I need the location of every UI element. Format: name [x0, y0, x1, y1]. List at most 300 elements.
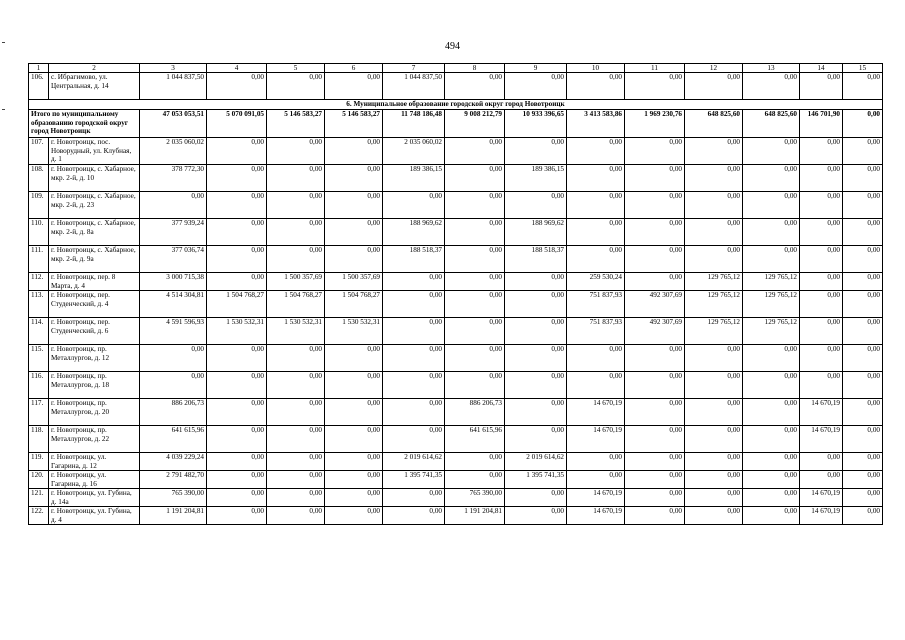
- value-cell: 1 504 768,27: [267, 291, 325, 318]
- value-cell: 0,00: [685, 489, 743, 507]
- value-cell: 129 765,12: [743, 318, 800, 345]
- value-cell: 0,00: [567, 471, 625, 489]
- value-cell: 492 307,69: [625, 318, 685, 345]
- value-cell: 0,00: [843, 219, 883, 246]
- row-number: 114.: [29, 318, 49, 345]
- value-cell: 0,00: [267, 426, 325, 453]
- value-cell: 377 939,24: [140, 219, 207, 246]
- value-cell: 1 530 532,31: [267, 318, 325, 345]
- value-cell: 0,00: [800, 345, 843, 372]
- value-cell: 0,00: [743, 489, 800, 507]
- value-cell: 14 670,19: [567, 507, 625, 525]
- value-cell: 0,00: [505, 489, 567, 507]
- total-row: [29, 110, 883, 138]
- value-cell: 0,00: [267, 399, 325, 426]
- column-number: 15: [843, 64, 883, 73]
- value-cell: 0,00: [445, 273, 505, 291]
- total-value: 648 825,60: [743, 110, 800, 138]
- value-cell: 129 765,12: [685, 273, 743, 291]
- value-cell: 0,00: [685, 73, 743, 100]
- column-number: 7: [383, 64, 445, 73]
- address-cell: г. Новотроицк, ул. Гагарина, д. 12: [49, 453, 140, 471]
- value-cell: 4 591 596,93: [140, 318, 207, 345]
- value-cell: 0,00: [140, 192, 207, 219]
- total-value: 146 701,90: [800, 110, 843, 138]
- column-number: 9: [505, 64, 567, 73]
- value-cell: 1 191 204,81: [445, 507, 505, 525]
- value-cell: 0,00: [505, 345, 567, 372]
- address-cell: г. Новотроицк, с. Хабарное, мкр. 2-й, д. 10: [49, 165, 140, 192]
- value-cell: 886 206,73: [445, 399, 505, 426]
- value-cell: 0,00: [445, 73, 505, 100]
- address-cell: г. Новотроицк, пр. Металлургов, д. 22: [49, 426, 140, 453]
- value-cell: 0,00: [625, 453, 685, 471]
- table-row: [29, 291, 883, 318]
- total-value: 9 008 212,79: [445, 110, 505, 138]
- value-cell: 0,00: [383, 489, 445, 507]
- table-row: [29, 399, 883, 426]
- value-cell: 0,00: [207, 192, 267, 219]
- value-cell: 14 670,19: [567, 489, 625, 507]
- value-cell: 377 036,74: [140, 246, 207, 273]
- value-cell: 0,00: [843, 453, 883, 471]
- value-cell: 0,00: [743, 426, 800, 453]
- value-cell: 0,00: [445, 345, 505, 372]
- value-cell: 0,00: [445, 165, 505, 192]
- value-cell: 751 837,93: [567, 291, 625, 318]
- value-cell: 14 670,19: [800, 426, 843, 453]
- value-cell: 0,00: [685, 345, 743, 372]
- value-cell: 0,00: [843, 426, 883, 453]
- value-cell: 0,00: [843, 273, 883, 291]
- value-cell: 0,00: [843, 291, 883, 318]
- value-cell: 189 386,15: [505, 165, 567, 192]
- value-cell: 0,00: [843, 372, 883, 399]
- value-cell: 0,00: [685, 453, 743, 471]
- value-cell: 0,00: [383, 507, 445, 525]
- table-row: [29, 489, 883, 507]
- column-number: 10: [567, 64, 625, 73]
- table-row: [29, 507, 883, 525]
- value-cell: 129 765,12: [743, 273, 800, 291]
- column-number: 11: [625, 64, 685, 73]
- value-cell: 0,00: [685, 399, 743, 426]
- value-cell: 0,00: [800, 318, 843, 345]
- value-cell: 0,00: [743, 192, 800, 219]
- row-number: 112.: [29, 273, 49, 291]
- value-cell: 0,00: [207, 165, 267, 192]
- data-table: [28, 63, 883, 525]
- value-cell: 0,00: [843, 138, 883, 165]
- value-cell: 0,00: [743, 73, 800, 100]
- value-cell: 0,00: [743, 345, 800, 372]
- value-cell: 0,00: [843, 507, 883, 525]
- value-cell: 0,00: [567, 246, 625, 273]
- value-cell: 0,00: [140, 372, 207, 399]
- value-cell: 0,00: [207, 507, 267, 525]
- table-row: [29, 372, 883, 399]
- value-cell: 0,00: [505, 426, 567, 453]
- value-cell: 0,00: [267, 345, 325, 372]
- value-cell: 0,00: [625, 246, 685, 273]
- value-cell: 0,00: [267, 453, 325, 471]
- value-cell: 0,00: [325, 372, 383, 399]
- address-cell: г. Новотроицк, пос. Новорудный, ул. Клубная, д. 1: [49, 138, 140, 165]
- value-cell: 1 504 768,27: [207, 291, 267, 318]
- value-cell: 0,00: [267, 246, 325, 273]
- value-cell: 0,00: [567, 453, 625, 471]
- value-cell: 188 518,37: [505, 246, 567, 273]
- value-cell: 0,00: [685, 507, 743, 525]
- value-cell: 188 969,62: [505, 219, 567, 246]
- column-number: 12: [685, 64, 743, 73]
- table-row: [29, 318, 883, 345]
- column-number: 3: [140, 64, 207, 73]
- row-number: 115.: [29, 345, 49, 372]
- value-cell: 0,00: [140, 345, 207, 372]
- value-cell: 0,00: [325, 399, 383, 426]
- address-cell: г. Новотроицк, пр. Металлургов, д. 20: [49, 399, 140, 426]
- value-cell: 0,00: [800, 219, 843, 246]
- value-cell: 0,00: [207, 426, 267, 453]
- value-cell: 189 386,15: [383, 165, 445, 192]
- value-cell: 1 044 837,50: [383, 73, 445, 100]
- value-cell: 0,00: [743, 138, 800, 165]
- column-number: 13: [743, 64, 800, 73]
- value-cell: 0,00: [445, 291, 505, 318]
- margin-mark: [2, 109, 5, 110]
- row-number: 120.: [29, 471, 49, 489]
- value-cell: 0,00: [505, 507, 567, 525]
- value-cell: 3 000 715,38: [140, 273, 207, 291]
- value-cell: 0,00: [505, 273, 567, 291]
- value-cell: 0,00: [325, 453, 383, 471]
- column-number: 5: [267, 64, 325, 73]
- value-cell: 1 191 204,81: [140, 507, 207, 525]
- value-cell: 886 206,73: [140, 399, 207, 426]
- column-number: 1: [29, 64, 49, 73]
- section-title: 6. Муниципальное образование городской округ город Новотроицк: [29, 100, 883, 110]
- value-cell: 0,00: [505, 192, 567, 219]
- value-cell: 378 772,30: [140, 165, 207, 192]
- value-cell: 0,00: [567, 138, 625, 165]
- value-cell: 0,00: [325, 165, 383, 192]
- address-cell: г. Новотроицк, пер. Студенческий, д. 6: [49, 318, 140, 345]
- value-cell: 0,00: [567, 219, 625, 246]
- address-cell: г. Новотроицк, с. Хабарное, мкр. 2-й, д. 9а: [49, 246, 140, 273]
- total-value: 0,00: [843, 110, 883, 138]
- address-cell: г. Новотроицк, ул. Губина, д. 4: [49, 507, 140, 525]
- value-cell: 0,00: [743, 399, 800, 426]
- value-cell: 492 307,69: [625, 291, 685, 318]
- table-row: [29, 219, 883, 246]
- column-number-row: [29, 64, 883, 73]
- table-row: [29, 273, 883, 291]
- value-cell: 0,00: [843, 399, 883, 426]
- column-number: 2: [49, 64, 140, 73]
- value-cell: 0,00: [325, 246, 383, 273]
- value-cell: 0,00: [685, 219, 743, 246]
- row-number: 119.: [29, 453, 49, 471]
- value-cell: 0,00: [445, 453, 505, 471]
- value-cell: 0,00: [445, 471, 505, 489]
- value-cell: 0,00: [567, 192, 625, 219]
- value-cell: 0,00: [267, 471, 325, 489]
- value-cell: 0,00: [325, 345, 383, 372]
- value-cell: 751 837,93: [567, 318, 625, 345]
- value-cell: 0,00: [625, 165, 685, 192]
- value-cell: 2 035 060,02: [140, 138, 207, 165]
- value-cell: 765 390,00: [445, 489, 505, 507]
- value-cell: 0,00: [843, 489, 883, 507]
- row-number: 121.: [29, 489, 49, 507]
- value-cell: 0,00: [843, 165, 883, 192]
- value-cell: 129 765,12: [743, 291, 800, 318]
- value-cell: 0,00: [625, 372, 685, 399]
- value-cell: 0,00: [625, 192, 685, 219]
- value-cell: 1 504 768,27: [325, 291, 383, 318]
- value-cell: 0,00: [325, 507, 383, 525]
- value-cell: 0,00: [325, 489, 383, 507]
- value-cell: 0,00: [325, 138, 383, 165]
- value-cell: 0,00: [625, 399, 685, 426]
- value-cell: 14 670,19: [800, 489, 843, 507]
- value-cell: 0,00: [267, 372, 325, 399]
- value-cell: 0,00: [800, 273, 843, 291]
- value-cell: 0,00: [567, 165, 625, 192]
- value-cell: 0,00: [445, 372, 505, 399]
- value-cell: 0,00: [267, 73, 325, 100]
- value-cell: 0,00: [207, 471, 267, 489]
- value-cell: 0,00: [743, 372, 800, 399]
- value-cell: 0,00: [567, 345, 625, 372]
- value-cell: 0,00: [843, 192, 883, 219]
- address-cell: г. Новотроицк, пр. Металлургов, д. 18: [49, 372, 140, 399]
- total-value: 11 748 186,48: [383, 110, 445, 138]
- value-cell: 1 500 357,69: [325, 273, 383, 291]
- value-cell: 259 530,24: [567, 273, 625, 291]
- value-cell: 0,00: [505, 399, 567, 426]
- page-number: 494: [445, 41, 460, 52]
- value-cell: 0,00: [383, 399, 445, 426]
- value-cell: 0,00: [685, 138, 743, 165]
- value-cell: 0,00: [505, 73, 567, 100]
- value-cell: 0,00: [800, 192, 843, 219]
- value-cell: 0,00: [207, 345, 267, 372]
- value-cell: 0,00: [625, 219, 685, 246]
- value-cell: 0,00: [325, 471, 383, 489]
- total-value: 5 070 091,05: [207, 110, 267, 138]
- value-cell: 0,00: [445, 219, 505, 246]
- value-cell: 765 390,00: [140, 489, 207, 507]
- address-cell: г. Новотроицк, пер. 8 Марта, д. 4: [49, 273, 140, 291]
- table-row: [29, 165, 883, 192]
- address-cell: с. Ибрагимово, ул. Центральная, д. 14: [49, 73, 140, 100]
- address-cell: г. Новотроицк, пр. Металлургов, д. 12: [49, 345, 140, 372]
- value-cell: 0,00: [383, 291, 445, 318]
- table-row: [29, 192, 883, 219]
- value-cell: 188 518,37: [383, 246, 445, 273]
- total-label: Итого по муниципальному образованию городской округ город Новотроицк: [29, 110, 140, 138]
- value-cell: 0,00: [445, 318, 505, 345]
- value-cell: 0,00: [743, 219, 800, 246]
- value-cell: 0,00: [445, 192, 505, 219]
- value-cell: 0,00: [505, 138, 567, 165]
- total-value: 5 146 583,27: [325, 110, 383, 138]
- value-cell: 0,00: [383, 318, 445, 345]
- value-cell: 0,00: [800, 73, 843, 100]
- value-cell: 0,00: [743, 165, 800, 192]
- value-cell: 0,00: [567, 73, 625, 100]
- value-cell: 0,00: [567, 372, 625, 399]
- value-cell: 0,00: [800, 246, 843, 273]
- value-cell: 2 019 614,62: [505, 453, 567, 471]
- row-number: 111.: [29, 246, 49, 273]
- value-cell: 0,00: [625, 345, 685, 372]
- value-cell: 0,00: [625, 73, 685, 100]
- value-cell: 1 395 741,35: [505, 471, 567, 489]
- address-cell: г. Новотроицк, пер. Студенческий, д. 4: [49, 291, 140, 318]
- value-cell: 0,00: [207, 219, 267, 246]
- value-cell: 14 670,19: [800, 399, 843, 426]
- value-cell: 129 765,12: [685, 291, 743, 318]
- value-cell: 0,00: [843, 246, 883, 273]
- row-number: 116.: [29, 372, 49, 399]
- value-cell: 0,00: [207, 489, 267, 507]
- value-cell: 0,00: [207, 372, 267, 399]
- section-row: [29, 100, 883, 110]
- value-cell: 1 530 532,31: [325, 318, 383, 345]
- value-cell: 4 514 304,81: [140, 291, 207, 318]
- value-cell: 0,00: [685, 246, 743, 273]
- value-cell: 0,00: [743, 507, 800, 525]
- value-cell: 0,00: [383, 345, 445, 372]
- value-cell: 0,00: [325, 192, 383, 219]
- total-value: 3 413 583,86: [567, 110, 625, 138]
- value-cell: 0,00: [207, 246, 267, 273]
- value-cell: 641 615,96: [140, 426, 207, 453]
- table-row: [29, 246, 883, 273]
- value-cell: 0,00: [685, 165, 743, 192]
- value-cell: 0,00: [743, 246, 800, 273]
- value-cell: 0,00: [685, 192, 743, 219]
- table-row: [29, 345, 883, 372]
- value-cell: 0,00: [843, 73, 883, 100]
- value-cell: 0,00: [207, 138, 267, 165]
- value-cell: 0,00: [685, 372, 743, 399]
- value-cell: 0,00: [383, 372, 445, 399]
- column-number: 6: [325, 64, 383, 73]
- value-cell: 0,00: [267, 138, 325, 165]
- row-number: 113.: [29, 291, 49, 318]
- value-cell: 0,00: [800, 165, 843, 192]
- row-number: 122.: [29, 507, 49, 525]
- value-cell: 0,00: [207, 399, 267, 426]
- value-cell: 14 670,19: [567, 426, 625, 453]
- value-cell: 0,00: [445, 246, 505, 273]
- value-cell: 0,00: [625, 273, 685, 291]
- value-cell: 0,00: [743, 453, 800, 471]
- value-cell: 0,00: [800, 453, 843, 471]
- margin-mark: [2, 42, 5, 43]
- value-cell: 129 765,12: [685, 318, 743, 345]
- row-number: 117.: [29, 399, 49, 426]
- column-number: 14: [800, 64, 843, 73]
- value-cell: 1 530 532,31: [207, 318, 267, 345]
- value-cell: 0,00: [267, 165, 325, 192]
- value-cell: 0,00: [800, 138, 843, 165]
- row-number: 106.: [29, 73, 49, 100]
- value-cell: 0,00: [743, 471, 800, 489]
- value-cell: 1 395 741,35: [383, 471, 445, 489]
- table-row: [29, 426, 883, 453]
- value-cell: 0,00: [383, 192, 445, 219]
- value-cell: 0,00: [505, 291, 567, 318]
- value-cell: 0,00: [800, 291, 843, 318]
- total-value: 1 969 230,76: [625, 110, 685, 138]
- row-number: 107.: [29, 138, 49, 165]
- value-cell: 1 044 837,50: [140, 73, 207, 100]
- address-cell: г. Новотроицк, ул. Гагарина, д. 16: [49, 471, 140, 489]
- value-cell: 0,00: [207, 73, 267, 100]
- total-value: 648 825,60: [685, 110, 743, 138]
- address-cell: г. Новотроицк, с. Хабарное, мкр. 2-й, д. 8а: [49, 219, 140, 246]
- total-value: 5 146 583,27: [267, 110, 325, 138]
- table-row: [29, 471, 883, 489]
- value-cell: 0,00: [505, 318, 567, 345]
- table-row: [29, 73, 883, 100]
- value-cell: 0,00: [685, 471, 743, 489]
- value-cell: 0,00: [843, 318, 883, 345]
- value-cell: 0,00: [267, 489, 325, 507]
- value-cell: 0,00: [843, 471, 883, 489]
- row-number: 118.: [29, 426, 49, 453]
- value-cell: 0,00: [625, 507, 685, 525]
- row-number: 110.: [29, 219, 49, 246]
- value-cell: 0,00: [843, 345, 883, 372]
- value-cell: 0,00: [267, 507, 325, 525]
- value-cell: 0,00: [207, 453, 267, 471]
- value-cell: 2 035 060,02: [383, 138, 445, 165]
- value-cell: 0,00: [383, 273, 445, 291]
- value-cell: 0,00: [800, 471, 843, 489]
- value-cell: 0,00: [505, 372, 567, 399]
- value-cell: 2 019 614,62: [383, 453, 445, 471]
- value-cell: 0,00: [625, 471, 685, 489]
- value-cell: 2 791 482,70: [140, 471, 207, 489]
- value-cell: 0,00: [325, 219, 383, 246]
- value-cell: 0,00: [625, 138, 685, 165]
- value-cell: 0,00: [445, 138, 505, 165]
- value-cell: 0,00: [625, 426, 685, 453]
- value-cell: 4 039 229,24: [140, 453, 207, 471]
- total-value: 47 053 053,51: [140, 110, 207, 138]
- table-row: [29, 138, 883, 165]
- value-cell: 0,00: [800, 372, 843, 399]
- value-cell: 14 670,19: [567, 399, 625, 426]
- total-value: 10 933 396,65: [505, 110, 567, 138]
- value-cell: 0,00: [267, 192, 325, 219]
- row-number: 109.: [29, 192, 49, 219]
- value-cell: 0,00: [625, 489, 685, 507]
- table-row: [29, 453, 883, 471]
- address-cell: г. Новотроицк, с. Хабарное, мкр. 2-й, д. 23: [49, 192, 140, 219]
- value-cell: 0,00: [325, 426, 383, 453]
- column-number: 8: [445, 64, 505, 73]
- column-number: 4: [207, 64, 267, 73]
- value-cell: 641 615,96: [445, 426, 505, 453]
- value-cell: 14 670,19: [800, 507, 843, 525]
